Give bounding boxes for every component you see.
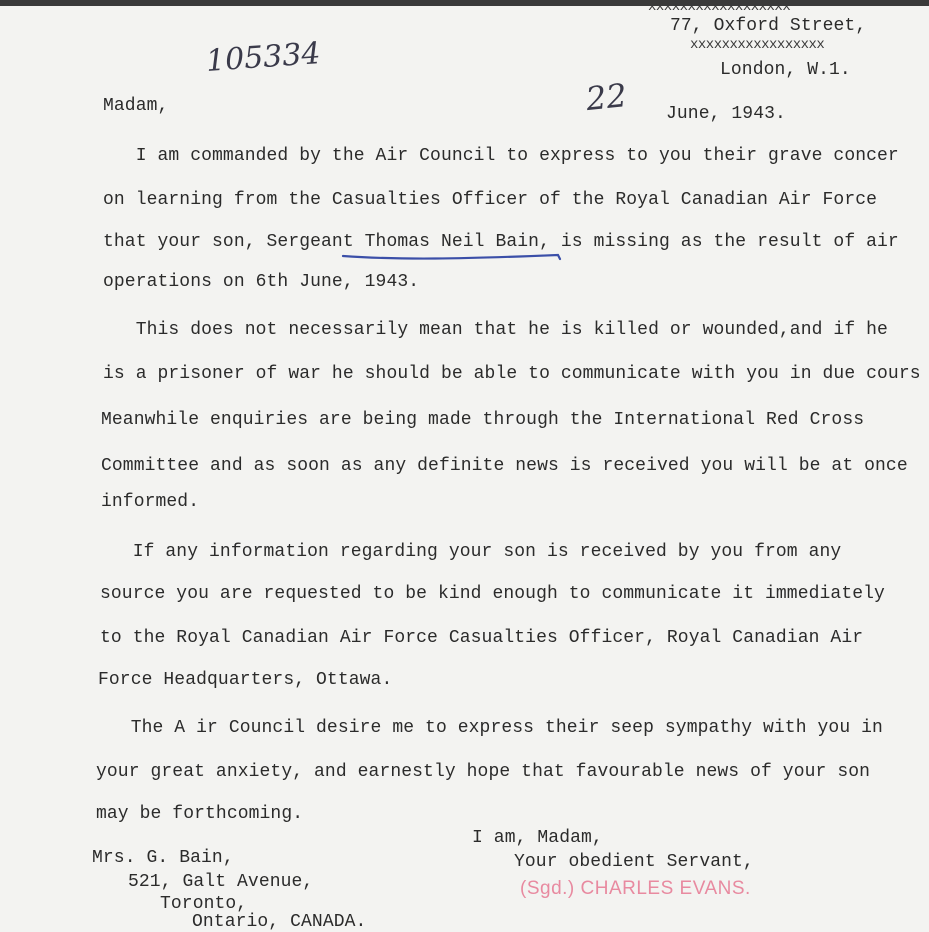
handwritten-underline [340,250,565,264]
recipient-line: 521, Galt Avenue, [128,872,314,892]
body-line: may be forthcoming. [96,804,304,824]
body-line: on learning from the Casualties Officer of the Royal Canadian Air Force [103,190,878,210]
body-line: The A ir Council desire me to express their seep sympathy with you in [98,718,883,738]
body-line: Committee and as soon as any definite news is received you will be at once [101,456,908,476]
body-line: operations on 6th June, 1943. [103,272,420,292]
body-line: This does not necessarily mean that he is killed or wounded,and if he [103,320,888,340]
body-line: Force Headquarters, Ottawa. [98,670,393,690]
body-line: I am commanded by the Air Council to express to you their grave concer [103,146,899,166]
body-line: informed. [101,492,200,512]
recipient-line: Toronto, [160,894,248,914]
recipient-line: Ontario, CANADA. [192,912,367,932]
date-month-year: June, 1943. [666,104,786,124]
body-line: Meanwhile enquiries are being made through the International Red Cross [101,410,865,430]
date-day-handwritten: 22 [584,75,629,119]
body-line: source you are requested to be kind enough to communicate it immediately [100,584,885,604]
recipient-line: Mrs. G. Bain, [92,848,234,868]
body-line: If any information regarding your son is received by you from any [100,542,842,562]
closing-line-1: I am, Madam, [472,828,603,848]
body-line: that your son, Sergeant Thomas Neil Bain, is missing as the result of air [103,232,899,252]
salutation: Madam, [103,96,169,116]
letterhead-city: London, W.1. [720,60,851,80]
body-line: is a prisoner of war he should be able to communicate with you in due cours [103,364,921,384]
body-line: your great anxiety, and earnestly hope that favourable news of your son [96,762,871,782]
letterhead-strikeout-top: xxxxxxxxxxxxxxxxxx [648,0,791,15]
signature-stamp: (Sgd.) CHARLES EVANS. [520,878,751,899]
body-line: to the Royal Canadian Air Force Casualties Officer, Royal Canadian Air [100,628,864,648]
letterhead-strikeout-bottom: xxxxxxxxxxxxxxxxx [690,37,825,53]
reference-number: 105334 [204,36,322,79]
letterhead-street: 77, Oxford Street, [670,16,867,36]
closing-line-2: Your obedient Servant, [514,852,754,872]
